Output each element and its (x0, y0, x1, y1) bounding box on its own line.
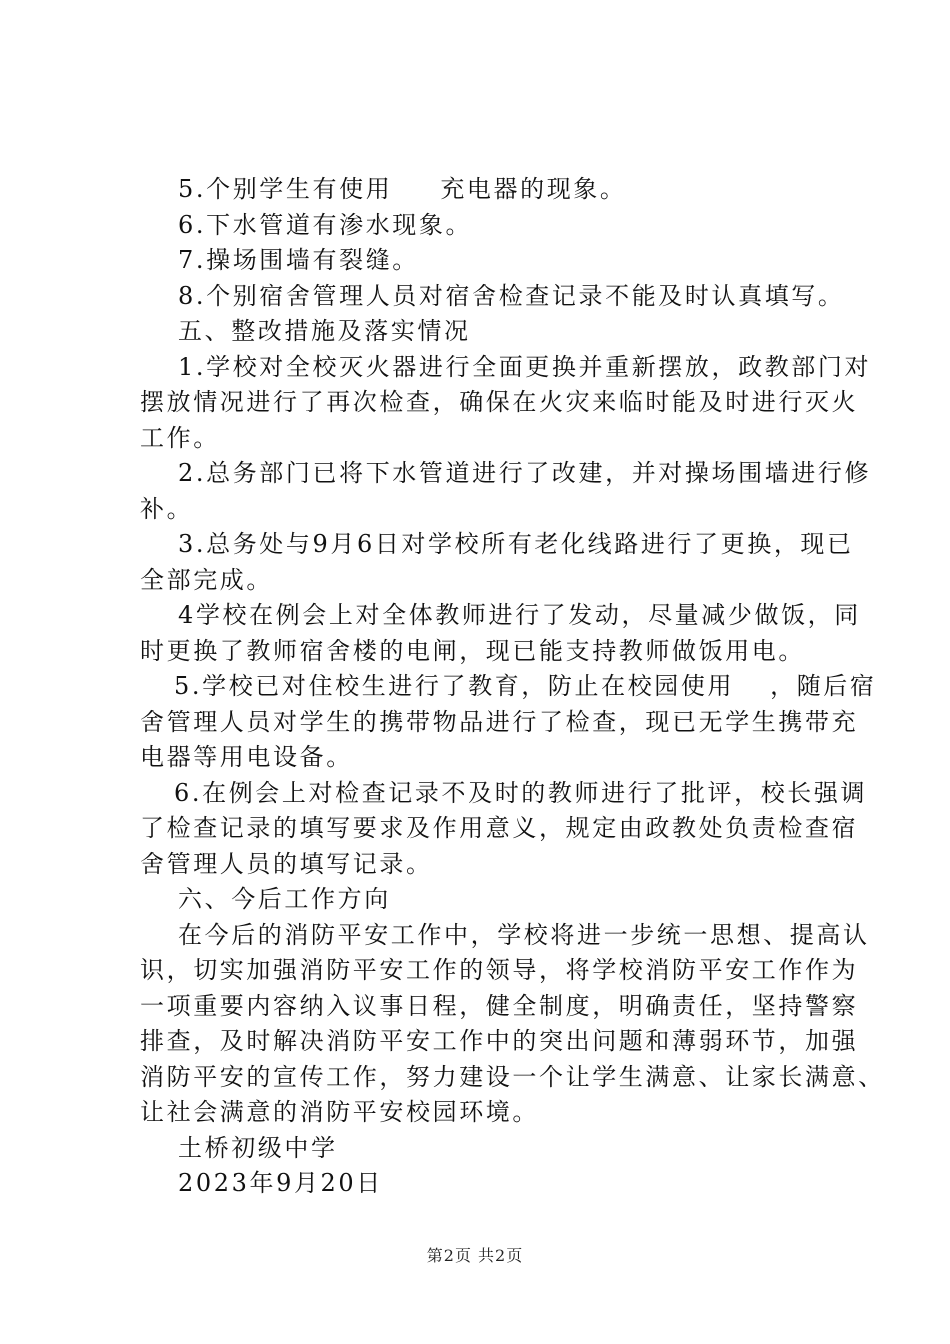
text-line: 6.下水管道有渗水现象。 (178, 210, 473, 239)
text-fragment: 充电器的现象。 (440, 175, 627, 203)
text-fragment: ，随后宿 (770, 672, 877, 700)
text-line: 4学校在例会上对全体教师进行了发动，尽量减少做饭，同 (178, 601, 861, 629)
text-line: 工作。 (140, 423, 220, 452)
text-line: 时更换了教师宿舍楼的电闸，现已能支持教师做饭用电。 (140, 636, 805, 665)
signature-date: 2023年9月20日 (178, 1169, 383, 1197)
text-fragment: 5.学校已对住校生进行了教育，防止在校园使用 (174, 672, 735, 700)
text-line (140, 669, 877, 705)
page-number-footer: 第2页 共2页 (426, 1246, 524, 1265)
text-line: 补。 (140, 494, 194, 523)
text-line: 8.个别宿舍管理人员对宿舍检查记录不能及时认真填写。 (178, 281, 845, 310)
section-heading: 五、整改措施及落实情况 (178, 317, 471, 345)
text-line: 7.操场围墙有裂缝。 (178, 246, 419, 274)
text-line: 在今后的消防平安工作中，学校将进一步统一思想、提高认 (178, 920, 870, 949)
text-line: 消防平安的宣传工作，努力建设一个让学生满意、让家长满意、 (140, 1062, 885, 1091)
text-line: 电器等用电设备。 (140, 743, 353, 771)
text-line: 一项重要内容纳入议事日程，健全制度，明确责任，坚持警察 (140, 991, 859, 1020)
text-line: 全部完成。 (140, 565, 273, 594)
text-line: 让社会满意的消防平安校园环境。 (140, 1098, 539, 1126)
text-line: 了检查记录的填写要求及作用意义，规定由政教处负责检查宿 (140, 814, 859, 842)
text-line: 2.总务部门已将下水管道进行了改建，并对操场围墙进行修 (178, 459, 872, 487)
text-line: 摆放情况进行了再次检查，确保在火灾来临时能及时进行灭火 (140, 388, 859, 416)
signature-school: 土桥初级中学 (178, 1133, 338, 1162)
text-line (140, 172, 840, 208)
text-line: 1.学校对全校灭火器进行全面更换并重新摆放，政教部门对 (178, 352, 872, 381)
document-body (140, 172, 885, 1202)
text-line: 6.在例会上对检查记录不及时的教师进行了批评，校长强调 (174, 778, 868, 807)
text-fragment: 5.个别学生有使用 (178, 175, 393, 203)
text-line: 舍管理人员对学生的携带物品进行了检查，现已无学生携带充 (140, 707, 859, 736)
text-line: 舍管理人员的填写记录。 (140, 849, 433, 878)
text-line: 3.总务处与9月6日对学校所有老化线路进行了更换，现已 (178, 530, 854, 558)
text-line: 识，切实加强消防平安工作的领导，将学校消防平安工作作为 (140, 956, 859, 984)
section-heading: 六、今后工作方向 (178, 885, 391, 913)
text-line: 排查，及时解决消防平安工作中的突出问题和薄弱环节，加强 (140, 1027, 859, 1055)
